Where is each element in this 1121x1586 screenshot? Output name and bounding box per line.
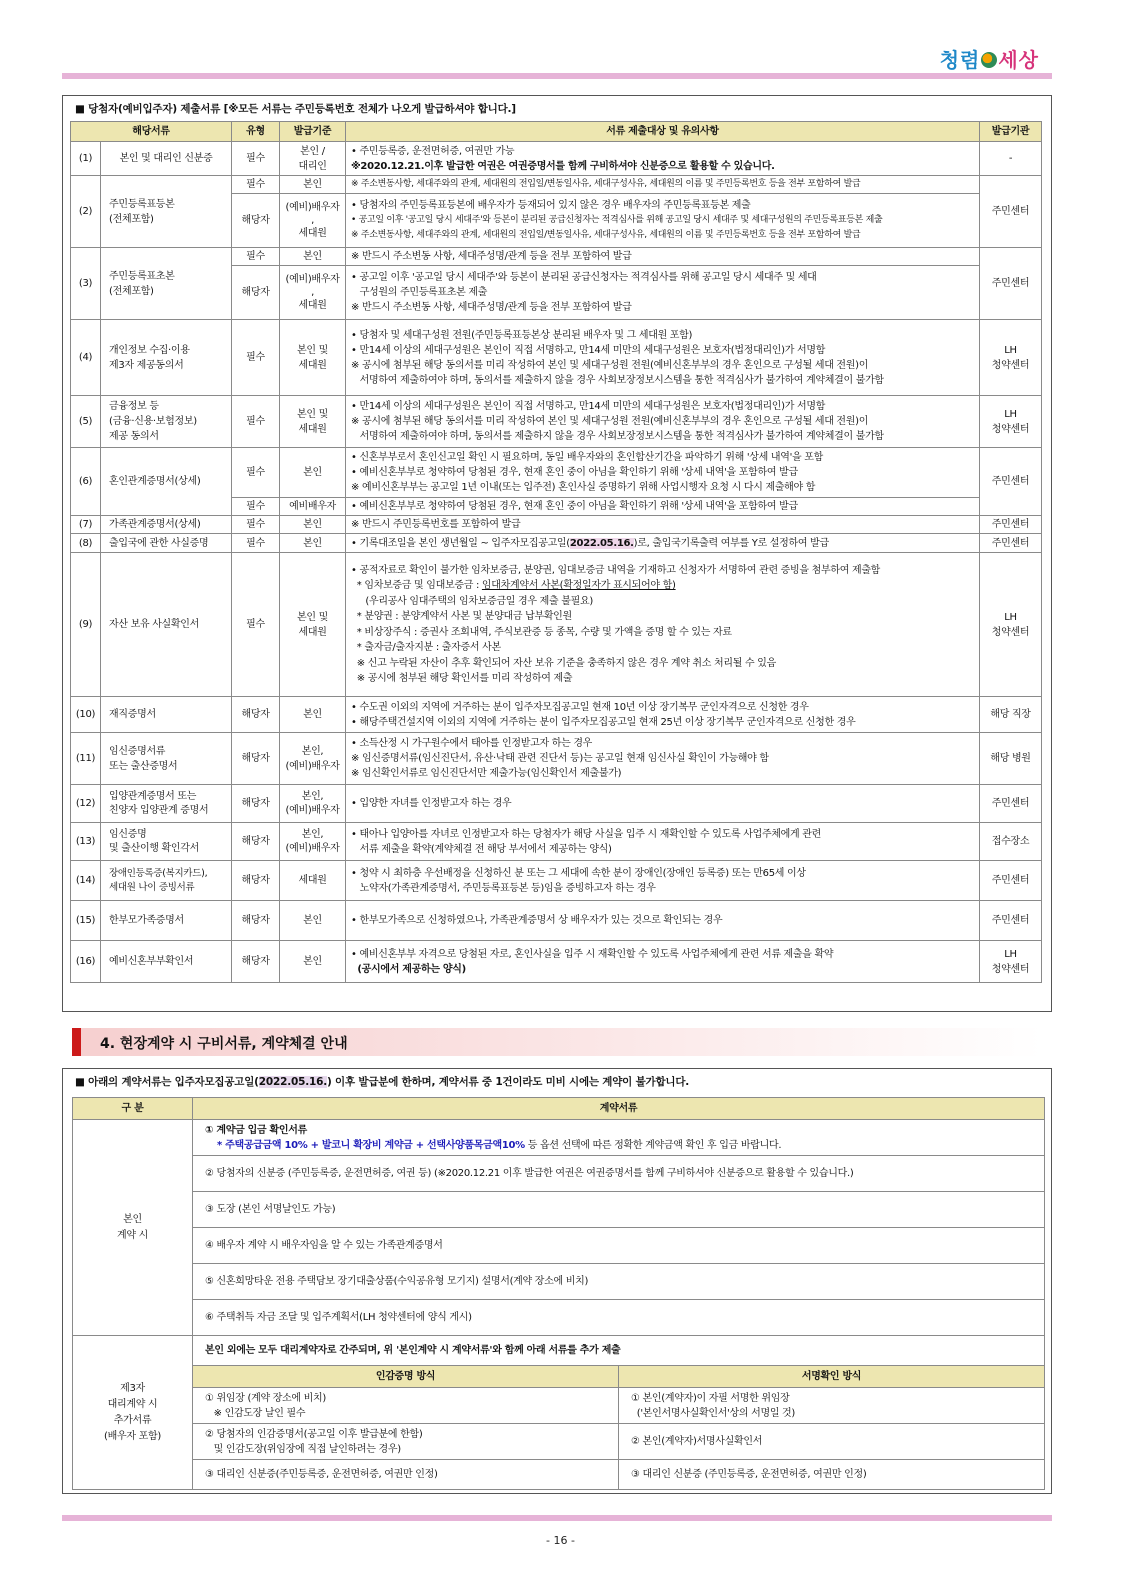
issue-basis: 본인 [280,901,346,941]
col-notes-header: 서류 제출대상 및 유의사항 [346,122,980,142]
issuing-agency: 해당 직장 [980,697,1042,733]
document-type: 해당자 [232,785,280,823]
issuing-agency: LH 청약센터 [980,396,1042,448]
document-type: 해당자 [232,941,280,983]
issuing-agency: 주민센터 [980,176,1042,248]
seal-method-header: 인감증명 방식 [193,1366,619,1388]
row-number: (6) [71,448,101,516]
document-name: 임신증명 및 출산이행 확인각서 [101,823,232,861]
documents-title: ■ 당첨자(예비입주자) 제출서류 [※모든 서류는 주민등록번호 전체가 나오게 발급하셔야 합니다.] [75,103,516,115]
signature-method-header: 서명확인 방식 [619,1366,1045,1388]
document-notes: • 예비신혼부부 자격으로 당첨된 자로, 혼인사실을 입주 시 재확인할 수 있도록 사업주체에게 관련 서류 제출을 확약 (공시에서 제공하는 양식) [346,941,980,983]
document-type: 필수 [232,448,280,498]
issue-basis: 세대원 [280,861,346,901]
row-number: (13) [71,823,101,861]
proxy-contract-label: 제3자 대리계약 시 추가서류 (배우자 포함) [73,1336,193,1490]
table-row [73,1460,1045,1490]
table-row [71,553,1042,697]
document-type: 해당자 [232,861,280,901]
row-number: (11) [71,733,101,785]
table-row [71,697,1042,733]
issue-basis: 본인 [280,697,346,733]
table-row [71,448,1042,498]
table-row [71,248,1042,266]
table-row [71,176,1042,194]
col-basis-header: 발급기준 [280,122,346,142]
page-number: - 16 - [546,1534,575,1547]
issue-basis: 본인 [280,448,346,498]
table-row [73,1336,1045,1366]
issue-basis: 본인 [280,248,346,266]
issuing-agency: 주민센터 [980,861,1042,901]
document-notes: ※ 반드시 주민등록번호를 포함하여 발급 [346,516,980,534]
proxy-doc-item: ① 위임장 (계약 장소에 비치) ※ 인감도장 날인 필수 [193,1388,619,1424]
document-notes: • 입양한 자녀를 인정받고자 하는 경우 [346,785,980,823]
row-number: (10) [71,697,101,733]
col-type-header: 유형 [232,122,280,142]
issue-basis: 본인 [280,516,346,534]
row-number: (15) [71,901,101,941]
proxy-intro: 본인 외에는 모두 대리계약자로 간주되며, 위 '본인계약 시 계약서류'와 함께 아래 서류를 추가 제출 [193,1336,1045,1366]
document-name: 본인 및 대리인 신분증 [101,142,232,176]
contract-doc-item: ① 계약금 입금 확인서류 * 주택공급금액 10% + 발코니 확장비 계약금 + 선택사양품목금액10% 등 옵션 선택에 따른 정확한 계약금액 확인 후 입금 바랍니다. [193,1120,1045,1156]
document-name: 입양관계증명서 또는 친양자 입양관계 증명서 [101,785,232,823]
contract-doc-item: ④ 배우자 계약 시 배우자임을 알 수 있는 가족관계증명서 [193,1228,1045,1264]
issuing-agency: LH 청약센터 [980,320,1042,396]
document-type: 필수 [232,534,280,553]
section-heading-bar [72,1028,81,1056]
issuing-agency: 주민센터 [980,901,1042,941]
document-notes: • 주민등록증, 운전면허증, 여권만 가능 ※2020.12.21.이후 발급한 여권은 여권증명서를 함께 구비하셔야 신분증으로 활용할 수 있습니다. [346,142,980,176]
proxy-doc-item: ② 본인(계약자)서명사실확인서 [619,1424,1045,1460]
table-row [73,1424,1045,1460]
document-name: 금융정보 등 (금융·신용·보험정보) 제공 동의서 [101,396,232,448]
col-doc-header: 해당서류 [71,122,232,142]
row-number: (7) [71,516,101,534]
issue-basis: 본인 [280,534,346,553]
issue-basis: 본인, (예비)배우자 [280,785,346,823]
table-row [73,1192,1045,1228]
document-name: 가족관계증명서(상세) [101,516,232,534]
row-number: (4) [71,320,101,396]
document-name: 임신증명서류 또는 출산증명서 [101,733,232,785]
table-row [71,534,1042,553]
proxy-doc-item: ② 당첨자의 인감증명서(공고일 이후 발급분에 한함) 및 인감도장(위임장에 직접 날인하려는 경우) [193,1424,619,1460]
document-name: 예비신혼부부확인서 [101,941,232,983]
row-number: (9) [71,553,101,697]
document-type: 해당자 [232,733,280,785]
contract-table [72,1097,1045,1490]
table-row [71,861,1042,901]
document-notes: • 청약 시 최하층 우선배정을 신청하신 분 또는 그 세대에 속한 분이 장애인(장애인 등록증) 또는 만65세 이상 노약자(가족관계증명서, 주민등록표등본 등)임을 증빙하고자 하는 경우 [346,861,980,901]
table-row [71,823,1042,861]
document-type: 해당자 [232,697,280,733]
document-name: 주민등록표등본 (전체포함) [101,176,232,248]
issuing-agency: LH 청약센터 [980,553,1042,697]
issuing-agency: - [980,142,1042,176]
document-type: 해당자 [232,194,280,248]
logo-emblem-icon [981,52,997,68]
section-heading [72,1028,1042,1056]
document-name: 출입국에 관한 사실증명 [101,534,232,553]
issuing-agency: 주민센터 [980,248,1042,320]
document-type: 필수 [232,176,280,194]
document-type: 필수 [232,553,280,697]
document-notes: • 공고일 이후 '공고일 당시 세대주'와 등본이 분리된 공급신청자는 적격심사를 위해 공고일 당시 세대주 및 세대 구성원의 주민등록표초본 제출 ※ 반드시 주소변동 사항, 세대주성명/관계 등을 전부 포함하여 발급 [346,266,980,320]
contract-note: ■ 아래의 계약서류는 입주자모집공고일(2022.05.16.) 이후 발급분에 한하며, 계약서류 중 1건이라도 미비 시에는 계약이 불가합니다. [75,1076,690,1088]
row-number: (16) [71,941,101,983]
document-notes: • 태아나 입양아를 자녀로 인정받고자 하는 당첨자가 해당 사실을 입주 시 재확인할 수 있도록 사업주체에게 관련 서류 제출을 확약(계약체결 전 해당 부서에서 제공하는 양식) [346,823,980,861]
issue-basis: 본인 및 세대원 [280,320,346,396]
proxy-doc-item: ③ 대리인 신분증 (주민등록증, 운전면허증, 여권만 인정) [619,1460,1045,1490]
issue-basis: 예비배우자 [280,498,346,516]
document-notes: • 수도권 이외의 지역에 거주하는 분이 입주자모집공고일 현재 10년 이상 장기복무 군인자격으로 신청한 경우 • 해당주택건설지역 이외의 지역에 거주하는 분이 입주자모집공고일 현재 25년 이상 장기복무 군인자격으로 신청한 경우 [346,697,980,733]
contract-box [62,1068,1052,1494]
row-number: (1) [71,142,101,176]
col-category-header: 구 분 [73,1098,193,1120]
col-contract-docs-header: 계약서류 [193,1098,1045,1120]
issue-basis: (예비)배우자 , 세대원 [280,266,346,320]
issuing-agency: 접수장소 [980,823,1042,861]
document-notes: • 신혼부부로서 혼인신고일 확인 시 필요하며, 동일 배우자와의 혼인합산기간을 파악하기 위해 '상세 내역'을 포함 • 예비신혼부부로 청약하여 당첨된 경우, 현재 혼인 중이 아님을 확인하기 위해 '상세 내역'을 포함하여 발급 ※ 예비신혼부부는 공고일 1년 이내(또는 입주전) 혼인사실 증명하기 위해 사업시행자 요청 시 다시 제출해야 함 [346,448,980,498]
header-divider [62,73,1052,79]
table-row [71,516,1042,534]
table-row [73,1156,1045,1192]
document-notes: ※ 반드시 주소변동 사항, 세대주성명/관계 등을 전부 포함하여 발급 [346,248,980,266]
proxy-doc-item: ① 본인(계약자)이 자필 서명한 위임장 ('본인서명사실확인서'상의 서명일 것) [619,1388,1045,1424]
document-name: 재직증명서 [101,697,232,733]
issue-basis: 본인 / 대리인 [280,142,346,176]
row-number: (12) [71,785,101,823]
document-name: 자산 보유 사실확인서 [101,553,232,697]
row-number: (8) [71,534,101,553]
document-type: 해당자 [232,266,280,320]
table-row [73,1264,1045,1300]
brand-logo: 청렴 세상 [939,48,1039,72]
contract-doc-item: ③ 도장 (본인 서명날인도 가능) [193,1192,1045,1228]
col-agency-header: 발급기관 [980,122,1042,142]
table-row [73,1120,1045,1156]
issuing-agency: 주민센터 [980,785,1042,823]
document-name: 혼인관계증명서(상세) [101,448,232,516]
document-type: 필수 [232,516,280,534]
document-name: 장애인등록증(복지카드), 세대원 나이 증빙서류 [101,861,232,901]
documents-box [62,95,1052,1012]
row-number: (14) [71,861,101,901]
issue-basis: 본인 [280,941,346,983]
issue-basis: 본인 및 세대원 [280,553,346,697]
documents-table-header [71,122,1042,142]
table-row [71,785,1042,823]
document-type: 필수 [232,320,280,396]
row-number: (2) [71,176,101,248]
document-notes: • 한부모가족으로 신청하였으나, 가족관계증명서 상 배우자가 있는 것으로 확인되는 경우 [346,901,980,941]
document-name: 한부모가족증명서 [101,901,232,941]
contract-table-header [73,1098,1045,1120]
table-row [71,320,1042,396]
issuing-agency: 주민센터 [980,448,1042,516]
document-notes: • 소득산정 시 가구원수에서 태아를 인정받고자 하는 경우 ※ 임신증명서류(임신진단서, 유산·낙태 관련 진단서 등)는 공고일 현재 임신사실 확인이 가능해야 함 ※ 임신확인서류로 임신진단서만 제출가능(임신확인서 제출불가) [346,733,980,785]
table-row [71,901,1042,941]
document-type: 필수 [232,498,280,516]
documents-table [70,121,1042,983]
issuing-agency: 주민센터 [980,516,1042,534]
document-notes: • 당첨자의 주민등록표등본에 배우자가 등재되어 있지 않은 경우 배우자의 주민등록표등본 제출 • 공고일 이후 '공고일 당시 세대주'와 등본이 분리된 공급신청자는 적격심사를 위해 공고일 당시 세대주 및 세대구성원의 주민등록표등본 제출 ※ 주소변동사항, 세대주와의 관계, 세대원의 전입일/변동일사유, 세대구성사유, 세대원의 이름 및 주민등록번호 등을 전부 포함하여 발급 [346,194,980,248]
self-contract-label: 본인 계약 시 [73,1120,193,1336]
issue-basis: (예비)배우자 , 세대원 [280,194,346,248]
document-notes: • 예비신혼부부로 청약하여 당첨된 경우, 현재 혼인 중이 아님을 확인하기 위해 '상세 내역'을 포함하여 발급 [346,498,980,516]
issue-basis: 본인 [280,176,346,194]
document-type: 필수 [232,396,280,448]
table-row [73,1366,1045,1388]
proxy-doc-item: ③ 대리인 신분증(주민등록증, 운전면허증, 여권만 인정) [193,1460,619,1490]
table-row [71,733,1042,785]
document-notes: • 공적자료로 확인이 불가한 임차보증금, 분양권, 임대보증금 내역을 기재하고 신청자가 서명하여 관련 증빙을 첨부하여 제출함 * 임차보증금 및 임대보증금 : 임대차계약서 사본(확정일자가 표시되어야 함) (우리공사 임대주택의 임차보증금일 경우 제출 불필요) * 분양권 : 분양계약서 사본 및 분양대금 납부확인원 * 비상장주식 : 증권사 조회내역, 주식보관증 등 종목, 수량 및 가액을 증명 할 수 있는 자료 * 출자금/출자지분 : 출자증서 사본 ※ 신고 누락된 자산이 추후 확인되어 자산 보유 기준을 충족하지 않은 경우 계약 취소 처리될 수 있음 ※ 공시에 첨부된 해당 확인서를 미리 작성하여 제출 [346,553,980,697]
document-notes: • 당첨자 및 세대구성원 전원(주민등록표등본상 분리된 배우자 및 그 세대원 포함) • 만14세 이상의 세대구성원은 본인이 직접 서명하고, 만14세 미만의 세대구성원은 보호자(법정대리인)가 서명함 ※ 공시에 첨부된 해당 동의서를 미리 작성하여 본인 및 세대구성원 전원(예비신혼부부의 경우 혼인으로 구성될 세대 전원)이 서명하여 제출하여야 하며, 동의서를 제출하지 않을 경우 사회보장정보시스템을 통한 적격심사가 불가하여 계약체결이 불가함 [346,320,980,396]
row-number: (5) [71,396,101,448]
document-notes: • 만14세 이상의 세대구성원은 본인이 직접 서명하고, 만14세 미만의 세대구성원은 보호자(법정대리인)가 서명함 ※ 공시에 첨부된 해당 동의서를 미리 작성하여 본인 및 세대구성원 전원(예비신혼부부의 경우 혼인으로 구성될 세대 전원)이 서명하여 제출하여야 하며, 동의서를 제출하지 않을 경우 사회보장정보시스템을 통한 적격심사가 불가하여 계약체결이 불가함 [346,396,980,448]
issuing-agency: 주민센터 [980,534,1042,553]
document-type: 필수 [232,248,280,266]
issue-basis: 본인, (예비)배우자 [280,733,346,785]
table-row [73,1228,1045,1264]
contract-doc-item: ⑤ 신혼희망타운 전용 주택담보 장기대출상품(수익공유형 모기지) 설명서(계약 장소에 비치) [193,1264,1045,1300]
table-row [71,396,1042,448]
contract-doc-item: ② 당첨자의 신분증 (주민등록증, 운전면허증, 여권 등) (※2020.12.21 이후 발급한 여권은 여권증명서를 함께 구비하셔야 신분증으로 활용할 수 있습니다.) [193,1156,1045,1192]
table-row [71,142,1042,176]
issuing-agency: 해당 병원 [980,733,1042,785]
contract-doc-item: ⑥ 주택취득 자금 조달 및 입주계획서(LH 청약센터에 양식 게시) [193,1300,1045,1336]
table-row [73,1300,1045,1336]
issuing-agency: LH 청약센터 [980,941,1042,983]
footer-divider [62,1515,1052,1521]
document-name: 주민등록표초본 (전체포함) [101,248,232,320]
row-number: (3) [71,248,101,320]
section-heading-text: 4. 현장계약 시 구비서류, 계약체결 안내 [100,1036,348,1052]
document-name: 개인정보 수집·이용 제3자 제공동의서 [101,320,232,396]
issue-basis: 본인 및 세대원 [280,396,346,448]
document-notes: ※ 주소변동사항, 세대주와의 관계, 세대원의 전입일/변동일사유, 세대구성사유, 세대원의 이름 및 주민등록번호 등을 전부 포함하여 발급 [346,176,980,194]
document-type: 필수 [232,142,280,176]
table-row [73,1388,1045,1424]
issue-basis: 본인, (예비)배우자 [280,823,346,861]
table-row [71,941,1042,983]
document-type: 해당자 [232,823,280,861]
document-notes: • 기록대조일을 본인 생년월일 ~ 입주자모집공고일(2022.05.16.)로, 출입국기록출력 여부를 Y로 설정하여 발급 [346,534,980,553]
document-type: 해당자 [232,901,280,941]
